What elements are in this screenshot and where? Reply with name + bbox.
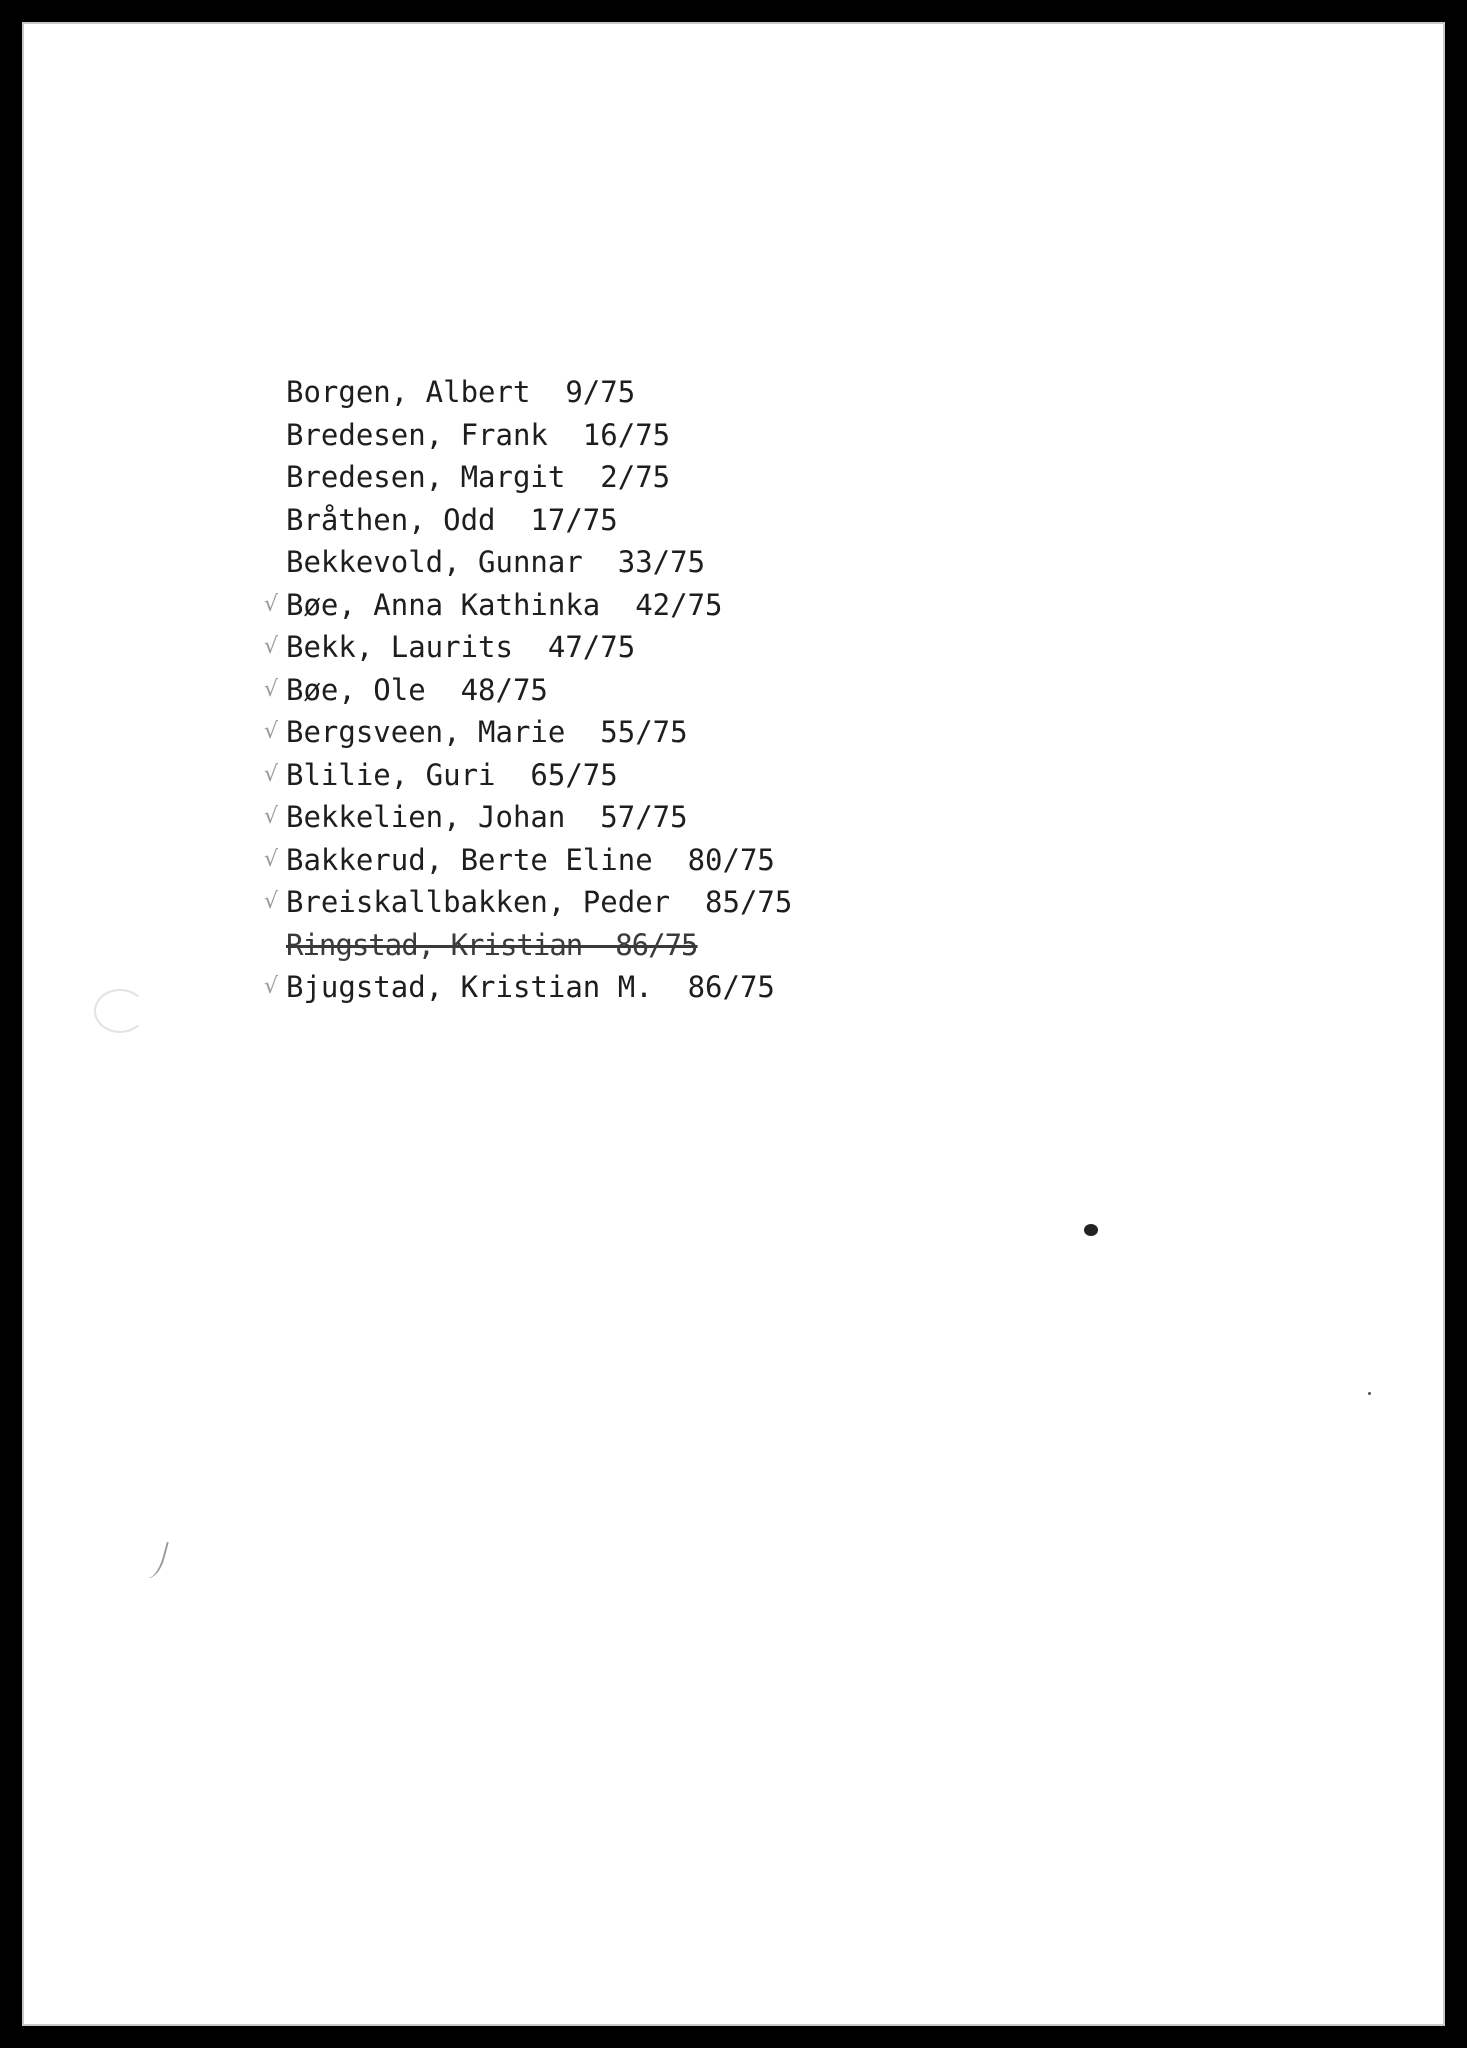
check-mark-icon: √ bbox=[264, 761, 279, 787]
entry-text: Borgen, Albert 9/75 bbox=[286, 375, 636, 409]
entry-text: Bredesen, Frank 16/75 bbox=[286, 417, 671, 452]
list-item bbox=[286, 924, 986, 967]
entry-text: Breiskallbakken, Peder 85/75 bbox=[286, 885, 793, 919]
faint-margin-mark bbox=[94, 989, 146, 1033]
entry-text: Bakkerud, Berte Eline 80/75 bbox=[286, 842, 775, 877]
check-mark-icon: √ bbox=[264, 591, 279, 617]
entry-text: Bøe, Anna Kathinka 42/75 bbox=[286, 587, 723, 622]
list-item bbox=[264, 881, 986, 924]
list-item bbox=[286, 371, 986, 414]
entry-text: Bøe, Ole 48/75 bbox=[286, 672, 548, 707]
entry-text: Blilie, Guri 65/75 bbox=[286, 757, 618, 792]
list-item bbox=[286, 414, 986, 457]
entry-text: Bråthen, Odd 17/75 bbox=[286, 502, 618, 537]
document-page bbox=[22, 22, 1445, 2026]
pencil-stroke bbox=[139, 1537, 169, 1581]
check-mark-icon: √ bbox=[264, 889, 279, 914]
list-item bbox=[264, 966, 986, 1009]
list-item bbox=[264, 584, 986, 627]
check-mark-icon: √ bbox=[264, 846, 279, 872]
list-item bbox=[264, 839, 986, 882]
name-list bbox=[264, 371, 986, 1009]
check-mark-icon: √ bbox=[264, 676, 279, 702]
entry-text: Bekkevold, Gunnar 33/75 bbox=[286, 545, 706, 579]
list-item bbox=[286, 456, 986, 499]
list-item bbox=[286, 541, 986, 584]
check-mark-icon: √ bbox=[264, 974, 279, 999]
entry-text: Bekkelien, Johan 57/75 bbox=[286, 800, 688, 834]
check-mark-icon: √ bbox=[264, 804, 279, 829]
ink-blot bbox=[1084, 1224, 1098, 1236]
entry-text: Bredesen, Margit 2/75 bbox=[286, 460, 671, 494]
entry-text: Bergsveen, Marie 55/75 bbox=[286, 715, 688, 749]
list-item bbox=[264, 796, 986, 839]
list-item bbox=[264, 711, 986, 754]
list-item bbox=[286, 499, 986, 542]
check-mark-icon: √ bbox=[264, 719, 279, 744]
entry-text: Bekk, Laurits 47/75 bbox=[286, 630, 636, 664]
entry-text: Ringstad, Kristian 86/75 bbox=[286, 927, 698, 962]
entry-text: Bjugstad, Kristian M. 86/75 bbox=[286, 970, 775, 1004]
ink-speck bbox=[1368, 1392, 1371, 1395]
list-item bbox=[264, 669, 986, 712]
check-mark-icon: √ bbox=[264, 634, 279, 659]
list-item bbox=[264, 754, 986, 797]
list-item bbox=[264, 626, 986, 669]
